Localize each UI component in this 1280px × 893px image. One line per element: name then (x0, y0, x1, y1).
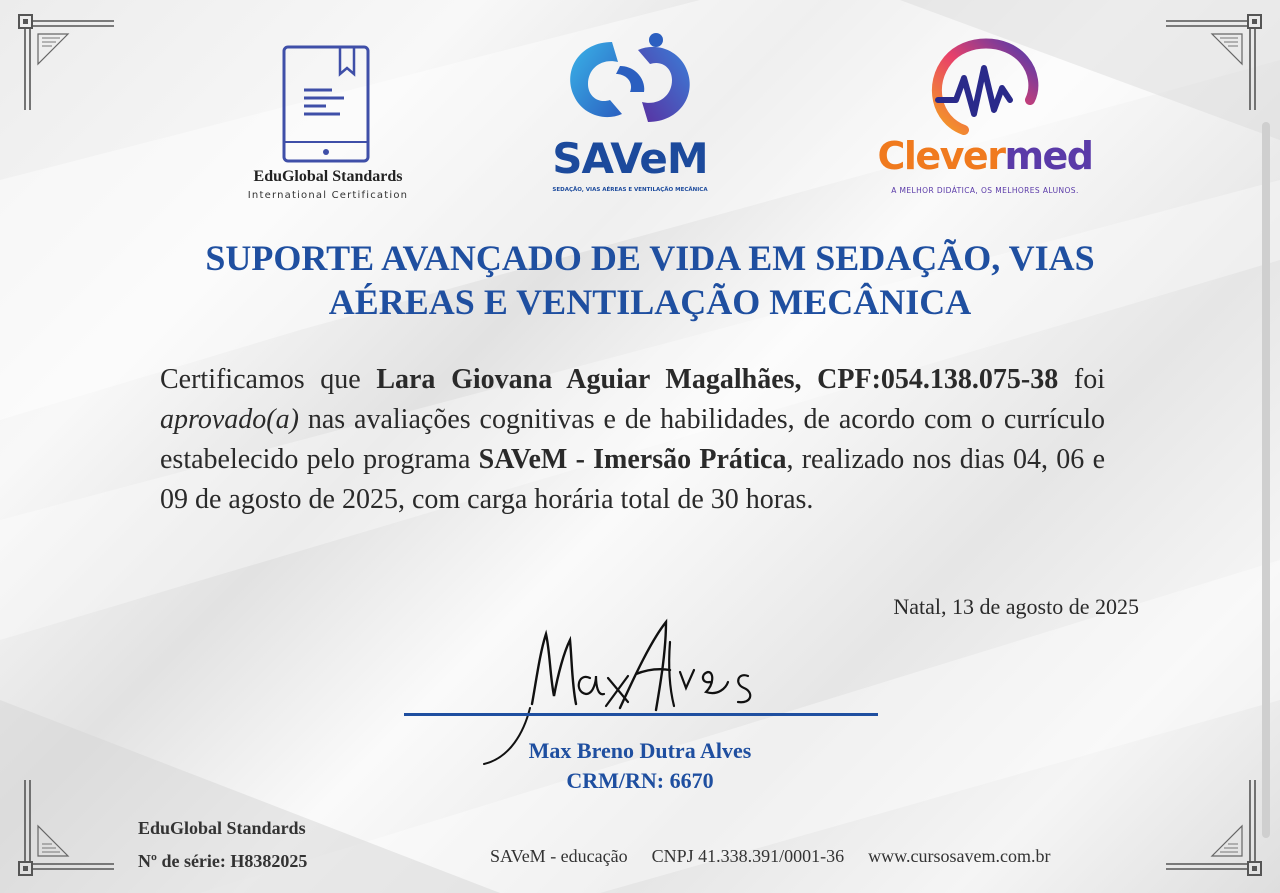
body-intro: Certificamos que (160, 364, 361, 395)
eduglobal-name: EduGlobal Standards (253, 168, 403, 185)
corner-ornament-top-left (16, 12, 116, 112)
footer-serial: Nº de série: H8382025 (138, 851, 308, 871)
footer-issuer-block (138, 812, 307, 878)
clevermed-tagline: A MELHOR DIDÁTICA, OS MELHORES ALUNOS. (891, 186, 1079, 195)
tablet-document-icon (280, 44, 376, 164)
approval-status: aprovado(a) (160, 404, 299, 435)
student-name: Lara Giovana Aguiar Magalhães, (376, 364, 802, 395)
body-connector: foi (1073, 364, 1105, 395)
savem-tagline: SEDAÇÃO, VIAS AÉREAS E VENTILAÇÃO MECÂNICA (552, 187, 708, 193)
corner-ornament-bottom-right (1164, 778, 1264, 878)
clevermed-name (860, 134, 1110, 178)
body-text-part1: nas avaliações cognitivas e de habilidades, de acordo com o currículo estabelecido pelo programa (160, 404, 1105, 475)
footer-org: SAVeM - educação (490, 846, 628, 866)
heartbeat-arc-icon (930, 38, 1040, 138)
program-name: SAVeM - Imersão Prática (478, 444, 787, 475)
footer-org-block (490, 846, 1050, 867)
savem-name: SAVeM (552, 134, 708, 183)
savem-emblem-icon (560, 30, 700, 135)
signer-registration: CRM/RN: 6670 (566, 768, 714, 793)
body-text-part2: , realizado nos dias 04, 06 e 09 de agosto de 2025, com carga horária total de 30 horas. (160, 444, 1105, 515)
clevermed-name-part1: Clever (877, 134, 1005, 178)
clevermed-name-part2: med (1004, 134, 1093, 178)
eduglobal-tagline: International Certification (247, 190, 409, 201)
footer-issuer: EduGlobal Standards (138, 818, 306, 838)
corner-ornament-bottom-left (16, 778, 116, 878)
eduglobal-logo (228, 40, 428, 210)
savem-logo (530, 30, 730, 200)
corner-ornament-top-right (1164, 12, 1264, 112)
footer-website[interactable]: www.cursosavem.com.br (868, 846, 1051, 866)
footer-cnpj: CNPJ 41.338.391/0001-36 (651, 846, 845, 866)
vertical-scrollbar[interactable] (1262, 122, 1270, 838)
student-cpf: CPF:054.138.075-38 (817, 364, 1059, 395)
certificate-title: SUPORTE AVANÇADO DE VIDA EM SEDAÇÃO, VIAS AÉREAS E VENTILAÇÃO MECÂNICA (205, 238, 1095, 322)
clevermed-logo (860, 38, 1110, 203)
place-date: Natal, 13 de agosto de 2025 (893, 594, 1139, 619)
certificate-body (160, 360, 1105, 520)
signature-line (404, 713, 878, 716)
signer-block (400, 736, 880, 796)
signer-name: Max Breno Dutra Alves (528, 738, 752, 763)
